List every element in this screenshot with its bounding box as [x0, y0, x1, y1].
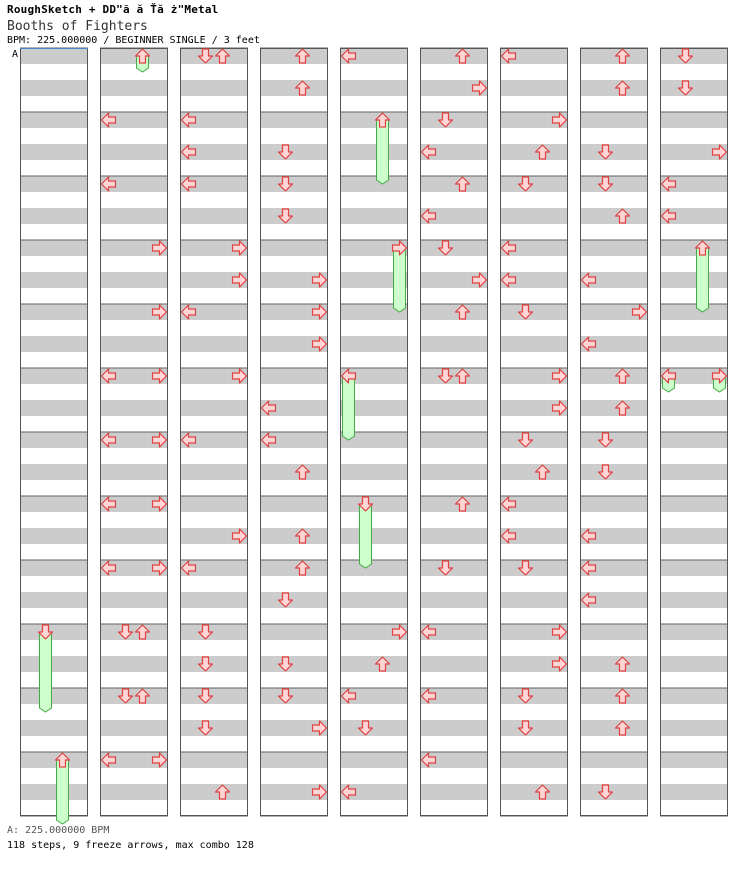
- row-stripe: [580, 112, 648, 128]
- row-stripe: [420, 464, 488, 480]
- row-stripe: [420, 336, 488, 352]
- row-stripe: [420, 560, 488, 576]
- row-stripe: [20, 336, 88, 352]
- footer-stats: 118 steps, 9 freeze arrows, max combo 128: [7, 840, 254, 851]
- row-stripe: [660, 272, 728, 288]
- row-stripe: [100, 336, 168, 352]
- row-stripe: [180, 720, 248, 736]
- row-stripe: [500, 752, 568, 768]
- chart-column-2: [100, 48, 168, 816]
- row-stripe: [340, 656, 408, 672]
- row-stripe: [20, 528, 88, 544]
- row-stripe: [420, 656, 488, 672]
- row-stripe: [500, 784, 568, 800]
- row-stripe: [100, 528, 168, 544]
- row-stripe: [20, 112, 88, 128]
- freeze-arrow-body: [57, 760, 69, 824]
- row-stripe: [500, 336, 568, 352]
- row-stripe: [580, 144, 648, 160]
- row-stripe: [660, 496, 728, 512]
- row-stripe: [420, 400, 488, 416]
- row-stripe: [100, 80, 168, 96]
- row-stripe: [660, 432, 728, 448]
- row-stripe: [580, 80, 648, 96]
- row-stripe: [20, 624, 88, 640]
- row-stripe: [420, 368, 488, 384]
- row-stripe: [180, 80, 248, 96]
- row-stripe: [500, 304, 568, 320]
- row-stripe: [340, 176, 408, 192]
- row-stripe: [340, 560, 408, 576]
- row-stripe: [580, 48, 648, 64]
- row-stripe: [100, 784, 168, 800]
- row-stripe: [20, 240, 88, 256]
- row-stripe: [660, 624, 728, 640]
- row-stripe: [500, 144, 568, 160]
- row-stripe: [340, 464, 408, 480]
- row-stripe: [20, 368, 88, 384]
- row-stripe: [20, 560, 88, 576]
- row-stripe: [660, 592, 728, 608]
- row-stripe: [100, 688, 168, 704]
- row-stripe: [20, 432, 88, 448]
- row-stripe: [660, 112, 728, 128]
- row-stripe: [420, 176, 488, 192]
- chart-column-4: [260, 48, 328, 816]
- row-stripe: [340, 80, 408, 96]
- row-stripe: [580, 688, 648, 704]
- bpm-marker-label: A: [12, 49, 19, 60]
- row-stripe: [260, 464, 328, 480]
- row-stripe: [500, 720, 568, 736]
- row-stripe: [500, 432, 568, 448]
- row-stripe: [180, 496, 248, 512]
- row-stripe: [580, 752, 648, 768]
- row-stripe: [580, 240, 648, 256]
- row-stripe: [580, 656, 648, 672]
- chart-column-3: [180, 48, 248, 816]
- row-stripe: [20, 496, 88, 512]
- row-stripe: [180, 48, 248, 64]
- row-stripe: [420, 48, 488, 64]
- row-stripe: [100, 400, 168, 416]
- row-stripe: [420, 304, 488, 320]
- row-stripe: [180, 752, 248, 768]
- row-stripe: [180, 592, 248, 608]
- row-stripe: [260, 656, 328, 672]
- chart-column-1: [20, 48, 88, 824]
- row-stripe: [660, 48, 728, 64]
- row-stripe: [420, 784, 488, 800]
- freeze-arrow-body: [697, 248, 709, 312]
- row-stripe: [260, 112, 328, 128]
- row-stripe: [20, 720, 88, 736]
- row-stripe: [20, 400, 88, 416]
- row-stripe: [580, 400, 648, 416]
- chart-column-7: [500, 48, 568, 816]
- row-stripe: [20, 752, 88, 768]
- row-stripe: [340, 496, 408, 512]
- row-stripe: [420, 112, 488, 128]
- row-stripe: [180, 400, 248, 416]
- freeze-arrow-body: [360, 504, 372, 568]
- row-stripe: [340, 144, 408, 160]
- row-stripe: [260, 240, 328, 256]
- row-stripe: [660, 304, 728, 320]
- row-stripe: [580, 720, 648, 736]
- footer-bpm: A: 225.000000 BPM: [7, 825, 110, 836]
- row-stripe: [660, 400, 728, 416]
- row-stripe: [180, 784, 248, 800]
- row-stripe: [580, 432, 648, 448]
- row-stripe: [660, 560, 728, 576]
- row-stripe: [660, 656, 728, 672]
- freeze-arrow-body: [377, 120, 389, 184]
- row-stripe: [660, 336, 728, 352]
- row-stripe: [20, 208, 88, 224]
- row-stripe: [580, 368, 648, 384]
- row-stripe: [500, 80, 568, 96]
- row-stripe: [20, 784, 88, 800]
- row-stripe: [180, 688, 248, 704]
- row-stripe: [260, 624, 328, 640]
- row-stripe: [100, 656, 168, 672]
- row-stripe: [20, 144, 88, 160]
- row-stripe: [260, 528, 328, 544]
- row-stripe: [100, 208, 168, 224]
- row-stripe: [580, 176, 648, 192]
- row-stripe: [340, 112, 408, 128]
- chart-column-5: [340, 48, 408, 816]
- row-stripe: [500, 464, 568, 480]
- row-stripe: [20, 592, 88, 608]
- row-stripe: [20, 176, 88, 192]
- row-stripe: [20, 688, 88, 704]
- row-stripe: [180, 336, 248, 352]
- row-stripe: [20, 272, 88, 288]
- row-stripe: [580, 208, 648, 224]
- row-stripe: [260, 592, 328, 608]
- row-stripe: [500, 208, 568, 224]
- song-title: RoughSketch + DD"ã ă Ťă ż"Metal: [7, 3, 219, 16]
- chart-column-6: [420, 48, 488, 816]
- row-stripe: [100, 464, 168, 480]
- row-stripe: [500, 176, 568, 192]
- row-stripe: [580, 624, 648, 640]
- row-stripe: [180, 624, 248, 640]
- row-stripe: [100, 144, 168, 160]
- chart-column-9: [660, 48, 728, 816]
- row-stripe: [260, 752, 328, 768]
- row-stripe: [660, 688, 728, 704]
- row-stripe: [100, 720, 168, 736]
- row-stripe: [500, 592, 568, 608]
- row-stripe: [420, 432, 488, 448]
- row-stripe: [420, 496, 488, 512]
- row-stripe: [420, 720, 488, 736]
- freeze-arrow-body: [343, 376, 355, 440]
- row-stripe: [180, 464, 248, 480]
- row-stripe: [660, 720, 728, 736]
- row-stripe: [340, 720, 408, 736]
- row-stripe: [660, 80, 728, 96]
- row-stripe: [20, 304, 88, 320]
- row-stripe: [580, 784, 648, 800]
- row-stripe: [260, 176, 328, 192]
- chart-info: BPM: 225.000000 / BEGINNER SINGLE / 3 feet: [7, 35, 260, 46]
- freeze-arrow-body: [394, 248, 406, 312]
- row-stripe: [100, 272, 168, 288]
- row-stripe: [340, 208, 408, 224]
- row-stripe: [340, 336, 408, 352]
- row-stripe: [260, 368, 328, 384]
- row-stripe: [340, 528, 408, 544]
- row-stripe: [340, 592, 408, 608]
- row-stripe: [260, 208, 328, 224]
- row-stripe: [100, 624, 168, 640]
- row-stripe: [20, 464, 88, 480]
- row-stripe: [580, 496, 648, 512]
- row-stripe: [660, 784, 728, 800]
- row-stripe: [180, 208, 248, 224]
- row-stripe: [660, 752, 728, 768]
- chart-name: Booths of Fighters: [7, 19, 148, 34]
- row-stripe: [500, 560, 568, 576]
- row-stripe: [20, 48, 88, 64]
- row-stripe: [420, 528, 488, 544]
- row-stripe: [420, 592, 488, 608]
- row-stripe: [260, 688, 328, 704]
- row-stripe: [20, 80, 88, 96]
- row-stripe: [260, 560, 328, 576]
- row-stripe: [20, 656, 88, 672]
- row-stripe: [660, 240, 728, 256]
- row-stripe: [580, 464, 648, 480]
- row-stripe: [180, 656, 248, 672]
- row-stripe: [260, 144, 328, 160]
- row-stripe: [420, 240, 488, 256]
- row-stripe: [340, 752, 408, 768]
- freeze-arrow-body: [40, 632, 52, 712]
- row-stripe: [660, 528, 728, 544]
- row-stripe: [500, 688, 568, 704]
- row-stripe: [100, 592, 168, 608]
- row-stripe: [260, 48, 328, 64]
- row-stripe: [660, 464, 728, 480]
- row-stripe: [100, 48, 168, 64]
- chart-column-8: [580, 48, 648, 816]
- row-stripe: [260, 496, 328, 512]
- row-stripe: [260, 80, 328, 96]
